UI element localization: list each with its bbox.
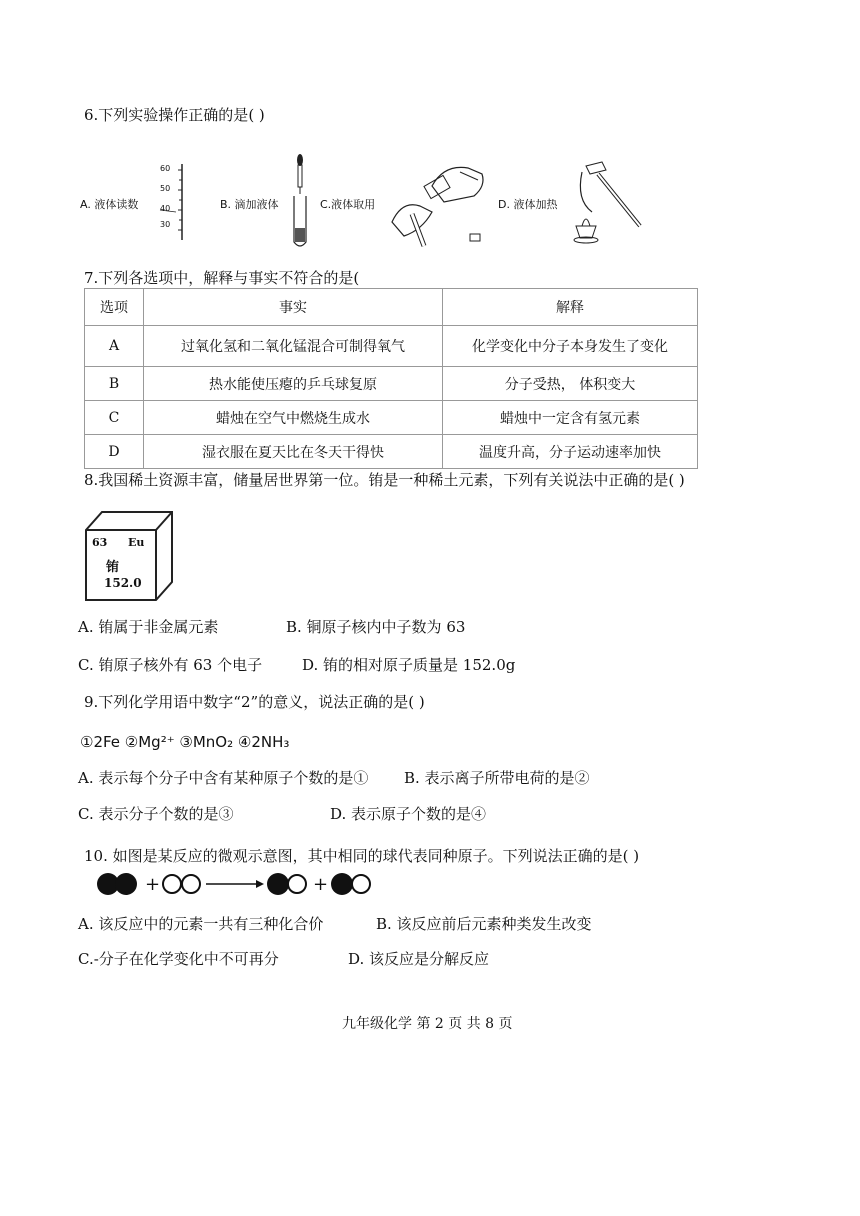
row-fact: 过氧化氢和二氧化锰混合可制得氧气 xyxy=(144,326,443,367)
q9-option-a: A. 表示每个分子中含有某种原子个数的是① xyxy=(78,769,369,787)
header-option: 选项 xyxy=(85,289,144,326)
row-explain: 蜡烛中一定含有氢元素 xyxy=(443,401,698,435)
q9-formulas: ①2Fe ②Mg²⁺ ③MnO₂ ④2NH₃ xyxy=(80,733,290,751)
q8-option-c: C. 铕原子核外有 63 个电子 xyxy=(78,656,263,674)
element-number: 63 xyxy=(92,536,108,549)
row-explain: 化学变化中分子本身发生了变化 xyxy=(443,326,698,367)
page-footer: 九年级化学 第 2 页 共 8 页 xyxy=(342,1016,513,1032)
q9-option-c: C. 表示分子个数的是③ xyxy=(78,805,234,823)
q7-table xyxy=(84,288,698,469)
q6-option-c: C.液体取用 xyxy=(320,198,376,211)
table-row xyxy=(85,435,698,469)
row-fact: 热水能使压瘪的乒乓球复原 xyxy=(144,367,443,401)
table-row xyxy=(85,401,698,435)
white-atom xyxy=(163,875,181,893)
table-row xyxy=(85,326,698,367)
white-atom xyxy=(288,875,306,893)
row-fact: 湿衣服在夏天比在冬天干得快 xyxy=(144,435,443,469)
element-card xyxy=(84,510,174,602)
q8-stem: 8.我国稀土资源丰富，储量居世界第一位。铕是一种稀土元素，下列有关说法中正确的是( ) xyxy=(84,471,685,489)
tick-60: 60 xyxy=(160,164,171,173)
pouring-liquid-icon xyxy=(382,150,502,250)
q10-option-c: C.-分子在化学变化中不可再分 xyxy=(78,950,279,968)
row-option: C xyxy=(85,401,144,435)
plus-sign-1: + xyxy=(145,874,161,895)
element-symbol: Eu xyxy=(128,536,145,549)
q10-option-a: A. 该反应中的元素一共有三种化合价 xyxy=(78,915,324,933)
row-option: A xyxy=(85,326,144,367)
header-fact: 事实 xyxy=(144,289,443,326)
q6-option-a: A. 液体读数 xyxy=(80,198,139,211)
tick-50: 50 xyxy=(160,184,171,193)
dropper-test-tube-icon xyxy=(288,152,312,250)
heating-liquid-icon xyxy=(568,160,652,246)
q9-option-d: D. 表示原子个数的是④ xyxy=(330,805,487,823)
element-name: 铕 xyxy=(106,560,120,575)
q8-option-b: B. 铜原子核内中子数为 63 xyxy=(286,618,466,636)
tick-40: 40 xyxy=(160,204,171,213)
q7-stem: 7.下列各选项中，解释与事实不符合的是( xyxy=(84,269,360,287)
element-mass: 152.0 xyxy=(104,576,142,590)
row-explain: 分子受热， 体积变大 xyxy=(443,367,698,401)
q8-option-d: D. 铕的相对原子质量是 152.0g xyxy=(302,656,516,674)
row-option: D xyxy=(85,435,144,469)
black-atom xyxy=(267,873,289,895)
tick-30: 30 xyxy=(160,220,171,229)
black-atom xyxy=(115,873,137,895)
q9-stem: 9.下列化学用语中数字“2”的意义，说法正确的是( ) xyxy=(84,693,425,711)
q10-option-d: D. 该反应是分解反应 xyxy=(348,950,490,968)
q6-option-d: D. 液体加热 xyxy=(498,198,558,211)
header-explain: 解释 xyxy=(443,289,698,326)
q6-stem: 6.下列实验操作正确的是( ) xyxy=(84,106,265,124)
reaction-diagram xyxy=(96,868,376,902)
q8-option-a: A. 铕属于非金属元素 xyxy=(78,618,219,636)
row-fact: 蜡烛在空气中燃烧生成水 xyxy=(144,401,443,435)
black-atom xyxy=(331,873,353,895)
q10-stem: 10. 如图是某反应的微观示意图，其中相同的球代表同种原子。下列说法正确的是( ) xyxy=(84,847,640,865)
white-atom xyxy=(352,875,370,893)
plus-sign-2: + xyxy=(313,874,329,895)
q6-option-b: B. 滴加液体 xyxy=(220,198,279,211)
row-option: B xyxy=(85,367,144,401)
table-row xyxy=(85,367,698,401)
q9-option-b: B. 表示离子所带电荷的是② xyxy=(404,769,590,787)
row-explain: 温度升高，分子运动速率加快 xyxy=(443,435,698,469)
arrowhead-icon xyxy=(256,880,264,888)
q10-option-b: B. 该反应前后元素种类发生改变 xyxy=(376,915,592,933)
q6-figure xyxy=(80,150,660,250)
white-atom xyxy=(182,875,200,893)
table-header-row xyxy=(85,289,698,326)
